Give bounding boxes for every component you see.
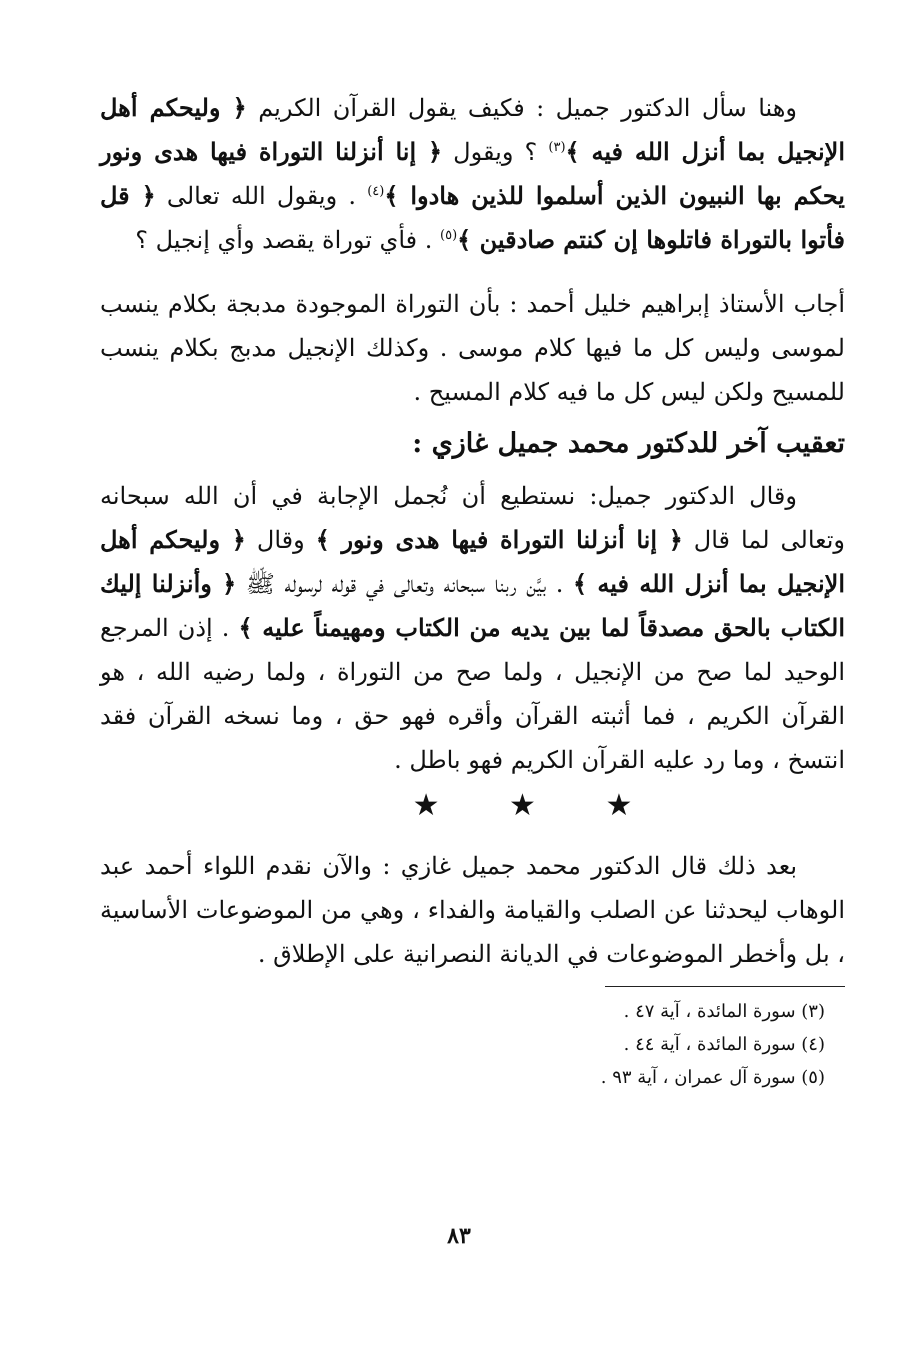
footnote: (٥) سورة آل عمران ، آية ٩٣ . (600, 1067, 825, 1088)
footnote-ref: (٣) (548, 140, 566, 155)
page-number: ٨٣ (447, 1223, 471, 1249)
paragraph-text: ؟ ويقول (453, 138, 538, 166)
page-body (100, 86, 845, 1094)
paragraph-text: وهنا سأل الدكتور جميل : فكيف يقول القرآن الكريم (258, 94, 797, 122)
paragraph-question (100, 86, 845, 262)
footnote: (٣) سورة المائدة ، آية ٤٧ . (623, 1001, 825, 1022)
paragraph-text: . ويقول الله تعالى (166, 182, 356, 210)
quran-verse: ﴿ وليحكم أهل الإنجيل بما أنزل الله فيه ﴾ (100, 525, 845, 598)
quran-verse: ﴿ إنا أنزلنا التوراة فيها هدى ونور ﴾ (315, 525, 683, 554)
footnote: (٤) سورة المائدة ، آية ٤٤ . (623, 1034, 825, 1055)
spacer (100, 262, 845, 282)
quran-verse: ﴿ وأنزلنا إليك الكتاب بالحق مصدقاً لما بين يديه من الكتاب ومهيمناً عليه ﴾ (100, 569, 845, 642)
paragraph-text: وقال الدكتور جميل: نستطيع أن نُجمل الإجابة في أن الله سبحانه وتعالى لما قال (100, 482, 845, 554)
section-divider-stars: ★ ★ ★ (412, 788, 663, 823)
quran-verse: ﴿ إنا أنزلنا التوراة فيها هدى ونور يحكم بها النبيون الذين أسلموا للذين هادوا ﴾ (100, 137, 845, 210)
footnote-ref: (٤) (367, 184, 385, 199)
paragraph-text: . إذن المرجع الوحيد لما صح من الإنجيل ، ولما صح من التوراة ، ولما رضيه الله ، هو القرآن الكريم ، فما أثبته القرآن وأقره فهو حق ، وما نسخه القرآن فقد انتسخ ، وما رد عليه القرآن الكريم فهو باطل . (100, 614, 846, 774)
section-heading: تعقيب آخر للدكتور محمد جميل غازي : (412, 428, 845, 459)
paragraph-text: . فأي توراة يقصد وأي إنجيل ؟ (135, 226, 433, 254)
footnote-ref: (٥) (440, 228, 458, 243)
paragraph-text: . بيَّن ربنا سبحانه وتعالى في قوله لرسوله ﷺ (245, 570, 564, 598)
paragraph-text: وقال (256, 526, 305, 554)
quran-verse: ﴿ وليحكم أهل الإنجيل بما أنزل الله فيه ﴾ (100, 93, 846, 166)
paragraph-answer: أجاب الأستاذ إبراهيم خليل أحمد : بأن التوراة الموجودة مدبجة بكلام ينسب لموسى وليس كل ما فيها كلام موسى . وكذلك الإنجيل مدبج بكلام ينسب للمسيح ولكن ليس كل ما فيه كلام المسيح . (100, 290, 845, 406)
paragraph-intro: بعد ذلك قال الدكتور محمد جميل غازي : والآن نقدم اللواء أحمد عبد الوهاب ليحدثنا عن الصلب والقيامة والفداء ، وهي من الموضوعات الأساسية ، بل وأخطر الموضوعات في الديانة النصرانية على الإطلاق . (100, 852, 845, 968)
footnote-divider (605, 986, 845, 987)
quran-verse: ﴿ قل فأتوا بالتوراة فاتلوها إن كنتم صادقين ﴾ (100, 181, 845, 254)
paragraph-commentary (100, 474, 845, 782)
